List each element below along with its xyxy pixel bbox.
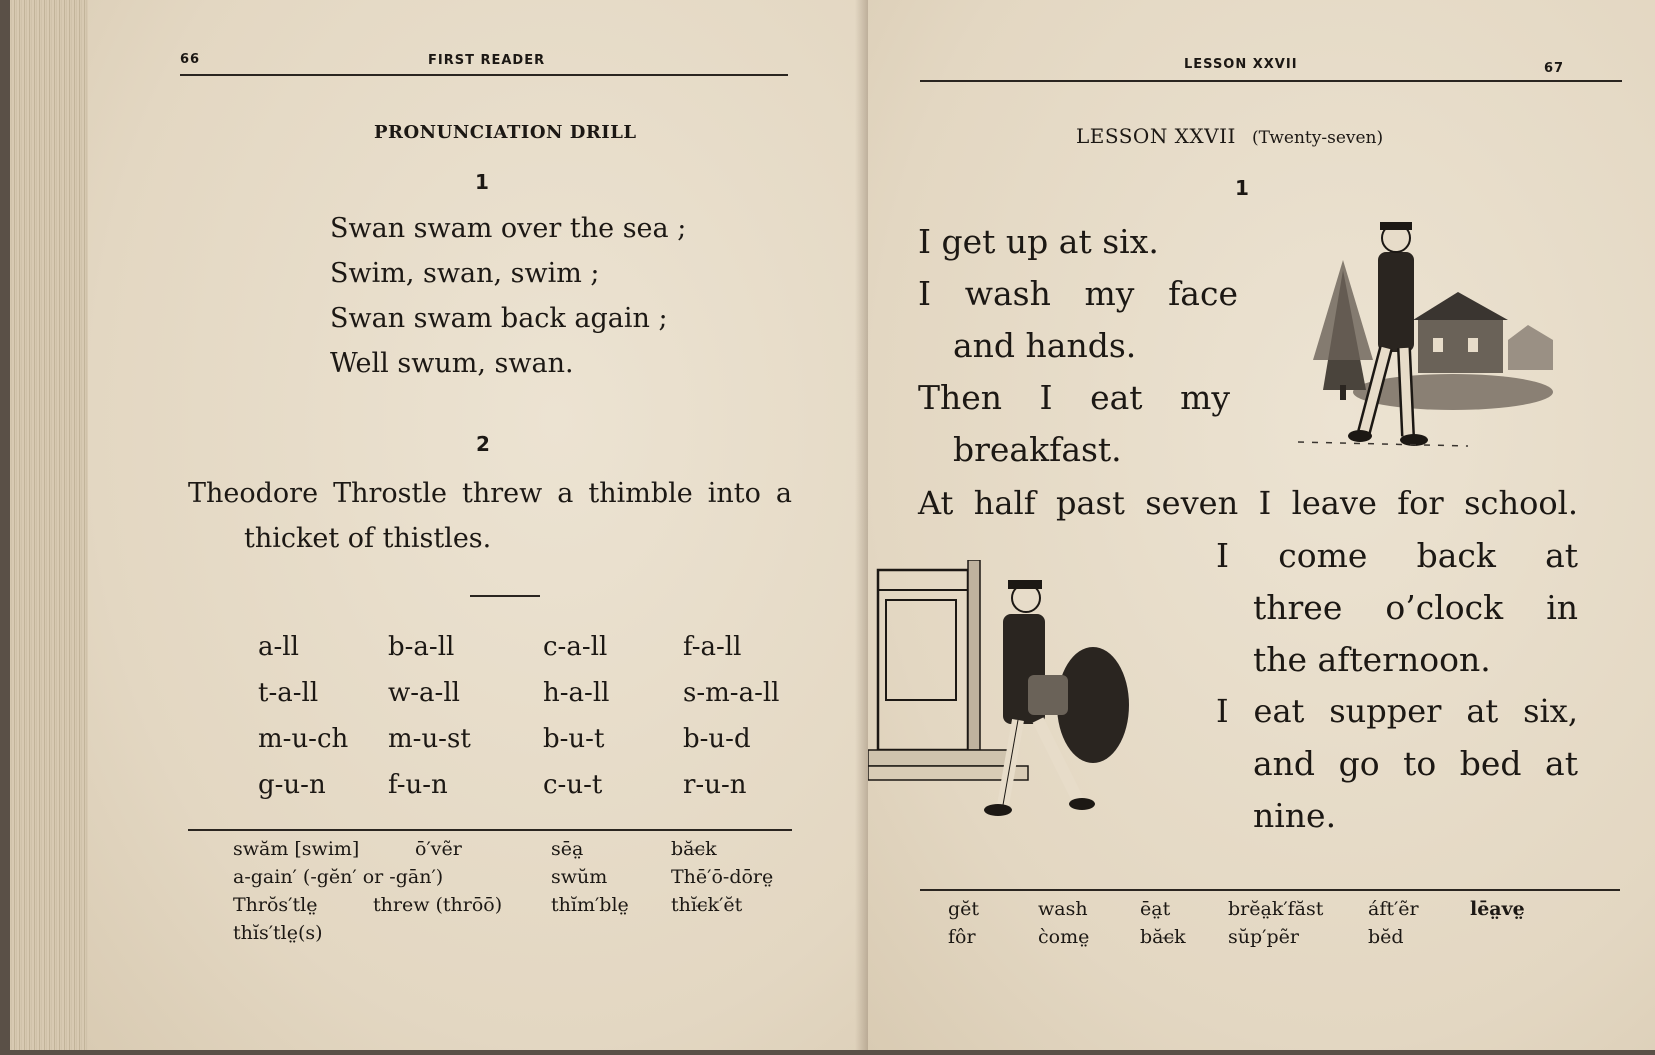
vocab-cell: brĕa̤k′făst bbox=[1228, 898, 1324, 920]
vocab-rule bbox=[920, 889, 1620, 891]
drill-cell: t-a-ll bbox=[258, 678, 319, 708]
vocab-cell: áft′ẽr bbox=[1368, 898, 1419, 920]
running-head: FIRST READER bbox=[428, 53, 546, 68]
section-number-1: 1 bbox=[1235, 176, 1249, 200]
glossary-cell: Thē′ō-dōre̤ bbox=[671, 866, 774, 888]
glossary-rule bbox=[188, 829, 792, 831]
story-line: the afternoon. bbox=[1253, 640, 1491, 679]
drill-cell: f-u-n bbox=[388, 770, 448, 800]
page-edges bbox=[10, 0, 90, 1050]
glossary-cell: swŭm bbox=[551, 866, 608, 888]
right-page bbox=[868, 0, 1655, 1050]
tongue-twister-line-1: Theodore Throstle threw a thimble into a bbox=[188, 478, 792, 509]
glossary-cell: threw (thrōō) bbox=[373, 894, 503, 916]
page-number-66: 66 bbox=[180, 52, 201, 67]
lesson-title-note: (Twenty-seven) bbox=[1252, 128, 1384, 148]
vocab-cell: sŭp′pẽr bbox=[1228, 926, 1299, 948]
story-line: At half past seven I leave for school. bbox=[918, 484, 1578, 522]
section-number-2: 2 bbox=[476, 432, 490, 456]
glossary-cell: băc̶k bbox=[671, 838, 717, 860]
story-line: I come back at bbox=[1216, 536, 1578, 575]
running-head: LESSON XXVII bbox=[1184, 57, 1298, 72]
vocab-cell: ēa̤t bbox=[1140, 898, 1171, 920]
drill-cell: w-a-ll bbox=[388, 678, 460, 708]
story-line: breakfast. bbox=[953, 430, 1122, 469]
boy-walking-illustration bbox=[1268, 220, 1568, 480]
left-page bbox=[88, 0, 868, 1050]
drill-cell: m-u-st bbox=[388, 724, 471, 754]
vocab-cell: fôr bbox=[948, 926, 976, 948]
glossary-cell: thĭs′tle̤(s) bbox=[233, 922, 323, 944]
story-line: three o’clock in bbox=[1253, 588, 1578, 627]
vocab-cell: gĕt bbox=[948, 898, 980, 920]
poem-line: Swim, swan, swim ; bbox=[330, 258, 600, 289]
drill-cell: b-u-t bbox=[543, 724, 605, 754]
glossary-cell: swăm [swim] bbox=[233, 838, 360, 860]
story-line: Then I eat my bbox=[918, 378, 1230, 417]
drill-cell: s-m-a-ll bbox=[683, 678, 780, 708]
drill-cell: c-a-ll bbox=[543, 632, 608, 662]
drill-cell: b-a-ll bbox=[388, 632, 455, 662]
vocab-cell: wash bbox=[1038, 898, 1088, 920]
drill-cell: r-u-n bbox=[683, 770, 747, 800]
glossary-cell: sēa̤ bbox=[551, 838, 584, 860]
drill-cell: c-u-t bbox=[543, 770, 603, 800]
poem-line: Swan swam over the sea ; bbox=[330, 213, 687, 244]
drill-cell: a-ll bbox=[258, 632, 299, 662]
tongue-twister-line-2: thicket of thistles. bbox=[244, 523, 492, 554]
poem bbox=[330, 206, 686, 386]
drill-cell: g-u-n bbox=[258, 770, 326, 800]
drill-cell: f-a-ll bbox=[683, 632, 742, 662]
header-rule bbox=[180, 74, 788, 76]
glossary-cell: ō′vẽr bbox=[415, 838, 462, 860]
header-rule bbox=[920, 80, 1622, 82]
story-line: I eat supper at six, bbox=[1216, 692, 1578, 730]
glossary-cell: thĭc̶k′ĕt bbox=[671, 894, 743, 916]
drill-cell: b-u-d bbox=[683, 724, 751, 754]
vocab-cell: bĕd bbox=[1368, 926, 1404, 948]
drill-cell: h-a-ll bbox=[543, 678, 610, 708]
vocab-cell: băc̶k bbox=[1140, 926, 1186, 948]
boy-at-door-illustration bbox=[868, 560, 1168, 845]
story-line: I wash my face bbox=[918, 274, 1238, 313]
glossary-cell: thĭm′ble̤ bbox=[551, 894, 629, 916]
section-divider bbox=[470, 595, 540, 597]
drill-cell: m-u-ch bbox=[258, 724, 349, 754]
page-number-67: 67 bbox=[1544, 61, 1565, 76]
story-line: and go to bed at bbox=[1253, 744, 1578, 783]
story-line: I get up at six. bbox=[918, 222, 1159, 261]
poem-line: Swan swam back again ; bbox=[330, 303, 668, 334]
vocab-cell: lēa̤ve̤ bbox=[1470, 898, 1525, 920]
lesson-title: LESSON XXVII bbox=[1076, 124, 1236, 148]
story-line: and hands. bbox=[953, 326, 1137, 365]
section-number-1: 1 bbox=[475, 170, 489, 194]
story-line: nine. bbox=[1253, 796, 1337, 835]
glossary-cell: Thrŏs′tle̤ bbox=[233, 894, 318, 916]
glossary-cell: a-gain′ (-gĕn′ or -gān′) bbox=[233, 866, 444, 888]
vocab-cell: c̀ome̤ bbox=[1038, 926, 1090, 948]
drill-title: PRONUNCIATION DRILL bbox=[374, 122, 637, 143]
poem-line: Well swum, swan. bbox=[330, 348, 574, 379]
